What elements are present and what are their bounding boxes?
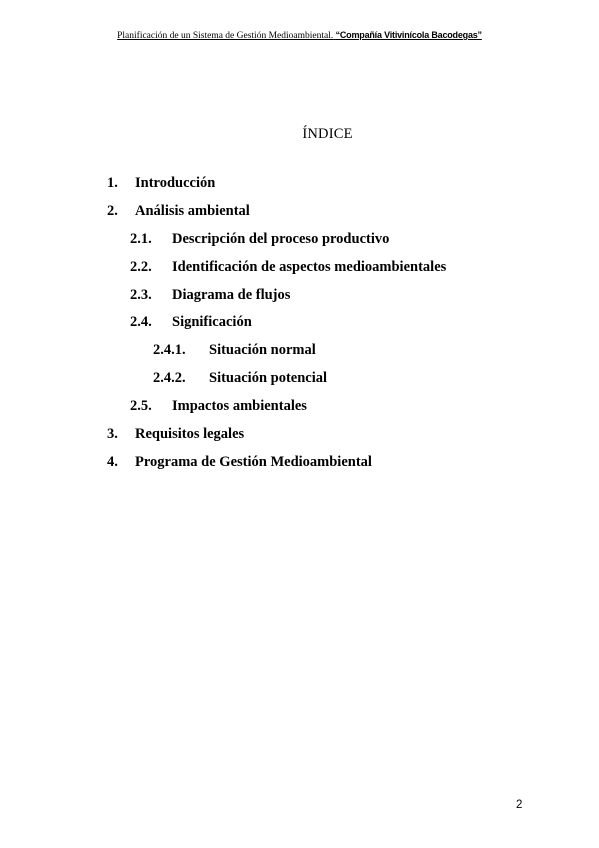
toc-label: Diagrama de flujos <box>172 287 291 303</box>
toc-label: Situación potencial <box>209 370 328 386</box>
toc-label: Descripción del proceso productivo <box>172 231 390 247</box>
toc-label: Introducción <box>135 175 216 191</box>
header-text: Planificación de un Sistema de Gestión Medioambiental. <box>117 31 334 41</box>
toc-number: 2.4.1. <box>153 342 186 358</box>
toc-label: Impactos ambientales <box>172 398 307 414</box>
toc-number: 2.3. <box>130 287 152 303</box>
toc-label: Análisis ambiental <box>135 203 250 219</box>
toc-number: 2.4.2. <box>153 370 186 386</box>
running-header <box>0 30 599 41</box>
toc-number: 2. <box>107 203 118 219</box>
header-company: “Compañía Vitivinícola Bacodegas” <box>335 30 482 40</box>
toc-number: 1. <box>107 175 118 191</box>
toc-label: Situación normal <box>209 342 316 358</box>
toc-number: 2.2. <box>130 259 152 275</box>
page-number: 2 <box>516 799 523 811</box>
toc-number: 2.5. <box>130 398 152 414</box>
toc-label: Identificación de aspectos medioambientales <box>172 259 447 275</box>
toc-number: 4. <box>107 454 118 470</box>
toc-number: 2.4. <box>130 314 152 330</box>
toc-number: 2.1. <box>130 231 152 247</box>
toc-label: Programa de Gestión Medioambiental <box>135 454 372 470</box>
toc-label: Requisitos legales <box>135 426 245 442</box>
toc-label: Significación <box>172 314 252 330</box>
toc-number: 3. <box>107 426 118 442</box>
page-title: ÍNDICE <box>302 126 353 142</box>
